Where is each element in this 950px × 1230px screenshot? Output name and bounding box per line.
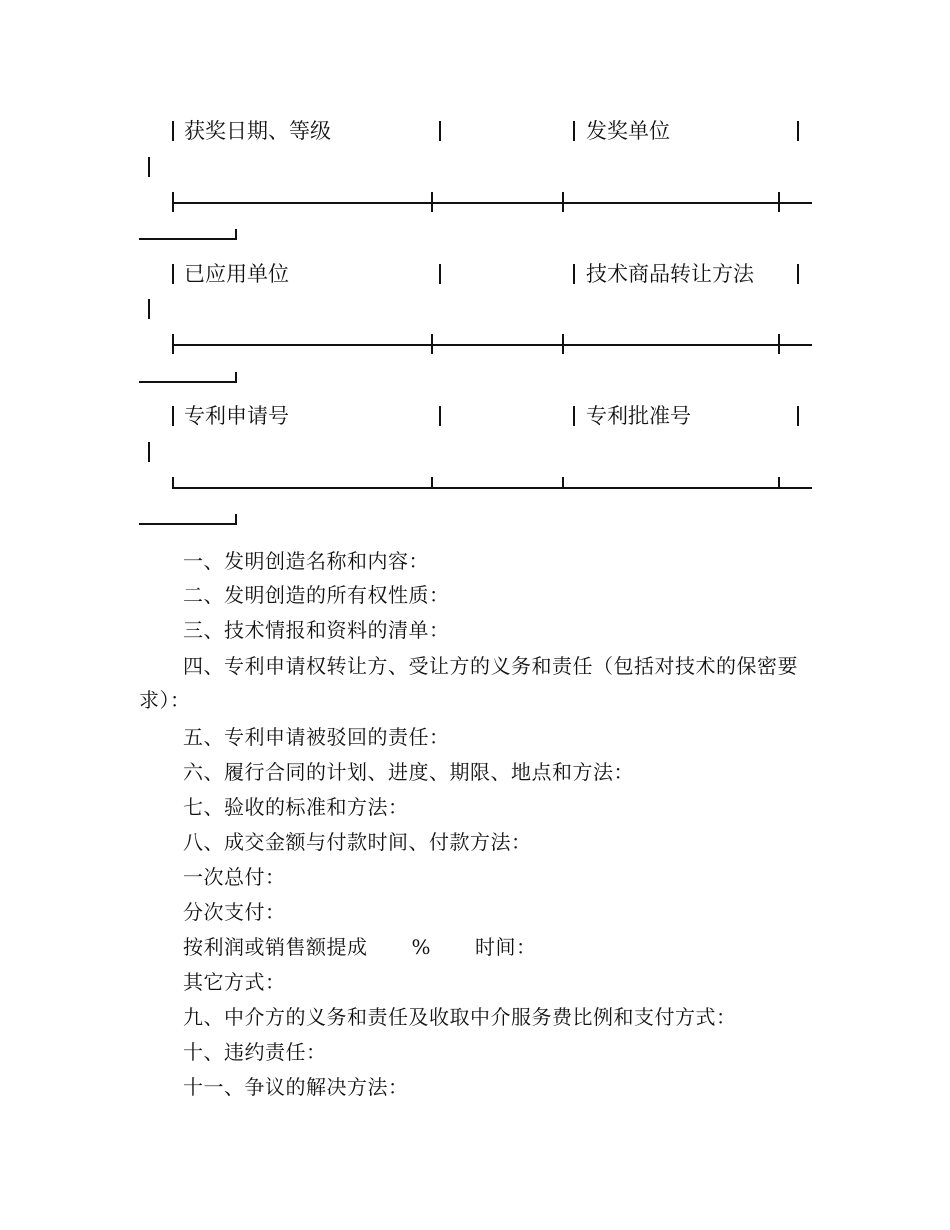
payment-installments: 分次支付： (183, 900, 286, 924)
award-issuer-label: 发奖单位 (586, 119, 670, 143)
table-divider (139, 381, 236, 383)
transfer-method-label: 技术商品转让方法 (586, 262, 754, 286)
table-border (797, 406, 799, 426)
clause-1: 一、发明创造名称和内容： (183, 549, 429, 573)
clause-10: 十、违约责任： (183, 1040, 327, 1064)
table-border (235, 514, 237, 525)
table-border (562, 477, 564, 488)
table-border (235, 372, 237, 383)
table-border (797, 121, 799, 141)
table-border (431, 192, 433, 212)
table-border (172, 121, 174, 141)
clause-11: 十一、争议的解决方法： (183, 1075, 409, 1099)
payment-lump-sum: 一次总付： (183, 865, 286, 889)
table-divider (172, 344, 812, 346)
table-border (562, 334, 564, 354)
table-border (573, 121, 575, 141)
table-border (148, 299, 150, 319)
clause-9: 九、中介方的义务和责任及收取中介服务费比例和支付方式： (183, 1005, 737, 1029)
payment-other: 其它方式： (183, 970, 286, 994)
table-divider (172, 202, 812, 204)
table-border (431, 477, 433, 488)
patent-approval-number-label: 专利批准号 (586, 404, 691, 428)
table-border (148, 157, 150, 177)
clause-8: 八、成交金额与付款时间、付款方法： (183, 830, 532, 854)
clause-2: 二、发明创造的所有权性质： (183, 583, 450, 607)
table-border (172, 334, 174, 354)
table-border (778, 334, 780, 354)
table-border (172, 192, 174, 212)
award-date-level-label: 获奖日期、等级 (184, 119, 331, 143)
table-border (573, 406, 575, 426)
payment-time-label: 时间： (475, 935, 537, 959)
payment-royalty-line (183, 934, 537, 960)
table-divider (139, 238, 236, 240)
table-border (778, 192, 780, 212)
table-border (439, 121, 441, 141)
table-border (439, 406, 441, 426)
table-border (778, 477, 780, 488)
clause-7: 七、验收的标准和方法： (183, 795, 409, 819)
table-border (172, 406, 174, 426)
clause-4: 四、专利申请权转让方、受让方的义务和责任（包括对技术的保密要求）： (139, 654, 798, 712)
payment-royalty-label: 按利润或销售额提成 (183, 935, 368, 959)
clause-6: 六、履行合同的计划、进度、期限、地点和方法： (183, 760, 634, 784)
clause-5: 五、专利申请被驳回的责任： (183, 725, 450, 749)
table-bottom-border (139, 523, 236, 525)
table-border (439, 264, 441, 284)
applied-units-label: 已应用单位 (184, 262, 289, 286)
table-border (562, 192, 564, 212)
table-border (172, 264, 174, 284)
table-bottom-border (172, 487, 812, 489)
table-border (573, 264, 575, 284)
percent-sign: % (411, 935, 432, 959)
table-border (235, 229, 237, 240)
clause-3: 三、技术情报和资料的清单： (183, 618, 450, 642)
table-border (172, 477, 174, 488)
patent-application-number-label: 专利申请号 (184, 404, 289, 428)
table-border (148, 442, 150, 462)
table-border (797, 264, 799, 284)
table-border (431, 334, 433, 354)
